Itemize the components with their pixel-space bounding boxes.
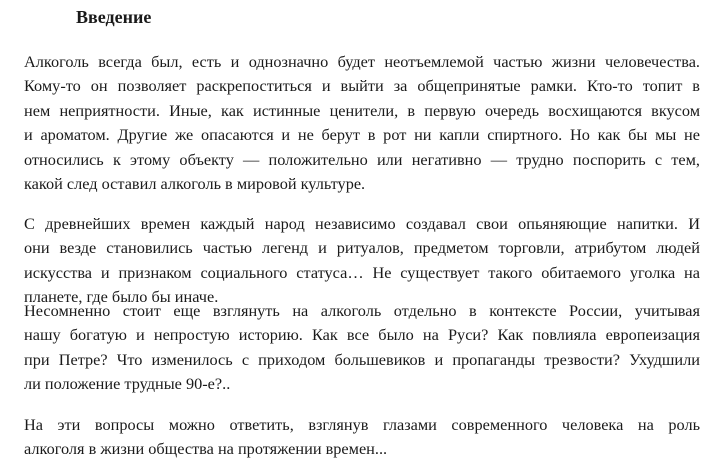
paragraph-line: алкоголя в жизни общества на протяжении времен... bbox=[24, 439, 388, 459]
paragraph-4 bbox=[24, 413, 700, 462]
paragraph-3 bbox=[24, 299, 700, 397]
paragraph-2 bbox=[24, 212, 700, 310]
paragraph-line: при Петре? Что изменилось с приходом большевиков и пропаганды трезвости? Ухудшили bbox=[24, 349, 700, 369]
paragraph-1 bbox=[24, 50, 700, 196]
paragraph-line: относились к этому объекту — положительно или негативно — трудно поспорить с тем, bbox=[24, 149, 700, 169]
paragraph-line: Несомненно стоит еще взглянуть на алкоголь отдельно в контексте России, учитывая bbox=[24, 301, 700, 320]
paragraph-line: На эти вопросы можно ответить, взглянув глазами современного человека на роль bbox=[24, 415, 700, 434]
paragraph-line: ли положение трудные 90-е?.. bbox=[24, 374, 231, 394]
paragraph-line: искусства и признаком социального статуса… Не существует такого обитаемого уголка на bbox=[24, 262, 700, 282]
paragraph-line: и ароматом. Другие же опасаются и не берут в рот ни капли спиртного. Но как бы мы не bbox=[24, 125, 700, 145]
paragraph-line: Кому-то он позволяет раскрепоститься и выйти за общепринятые рамки. Кто-то топит в bbox=[24, 76, 700, 96]
paragraph-line: С древнейших времен каждый народ независимо создавал свои опьяняющие напитки. И bbox=[24, 214, 700, 233]
paragraph-line: нем неприятности. Иные, как истинные ценители, в первую очередь восхищаются вкусом bbox=[24, 100, 700, 120]
paragraph-line: они везде становились частью легенд и ритуалов, предметом торговли, атрибутом людей bbox=[24, 238, 700, 258]
paragraph-line: какой след оставил алкоголь в мировой культуре. bbox=[24, 174, 366, 194]
paragraph-line: нашу богатую и непростую историю. Как все было на Руси? Как повлияла европеизация bbox=[24, 325, 700, 345]
section-heading: Введение bbox=[76, 7, 152, 27]
paragraph-line: планете, где было бы иначе. bbox=[24, 287, 219, 307]
paragraph-line: Алкоголь всегда был, есть и однозначно будет неотъемлемой частью жизни человечества. bbox=[24, 52, 700, 71]
